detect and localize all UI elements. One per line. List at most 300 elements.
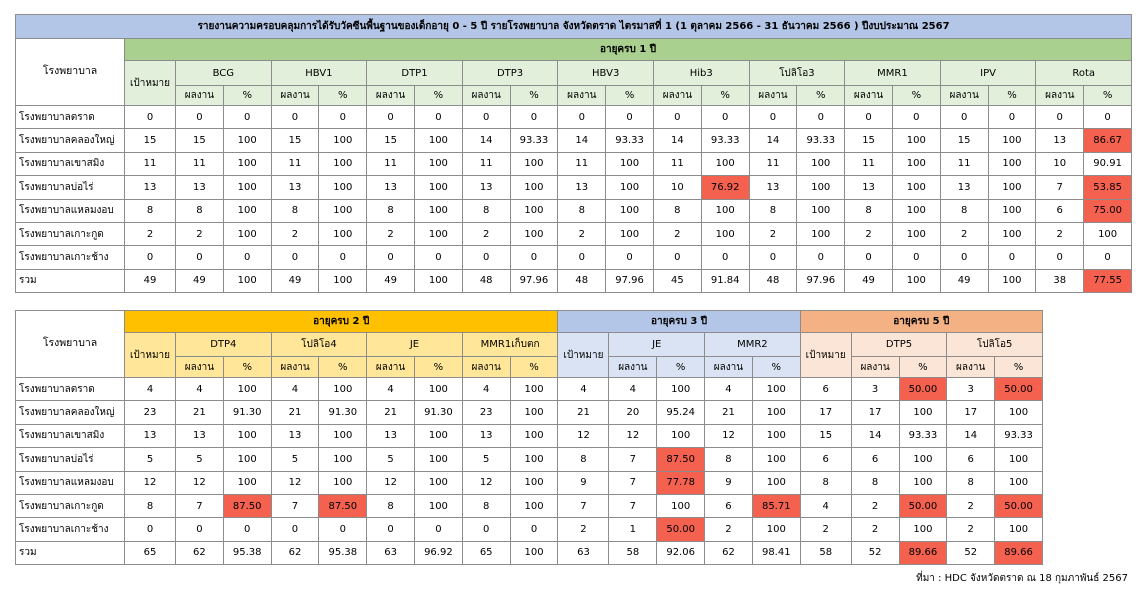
percent-value: 100 [223,269,271,292]
percent-value: 100 [899,471,947,494]
result-value: 49 [271,269,319,292]
percent-value: 100 [995,471,1043,494]
percent-value: 100 [995,401,1043,424]
result-value: 6 [947,448,995,471]
vaccine-header: MMR2 [705,333,801,357]
percent-value: 100 [657,378,705,401]
result-value: 12 [271,471,319,494]
percent-value: 100 [701,199,749,222]
result-value: 0 [749,246,797,269]
hospital-name: โรงพยาบาลแหลมงอบ [16,471,125,494]
result-value: 7 [609,494,657,517]
percent-value: 100 [899,518,947,541]
result-value: 4 [705,378,753,401]
result-value: 8 [749,199,797,222]
percent-value: 100 [223,378,271,401]
result-value: 2 [749,222,797,245]
result-value: 5 [176,448,224,471]
percent-value: 0 [223,518,271,541]
result-value: 15 [176,129,224,152]
result-value: 0 [653,246,701,269]
result-subheader: ผลงาน [176,86,224,106]
percent-value: 100 [752,424,800,447]
target-value: 12 [125,471,176,494]
percent-value: 0 [414,518,462,541]
percent-value: 100 [606,176,654,199]
result-value: 13 [176,176,224,199]
hospital-name: โรงพยาบาลบ่อไร่ [16,448,125,471]
percent-value: 100 [988,199,1036,222]
result-value: 15 [367,129,415,152]
percent-value: 0 [223,106,271,129]
percent-value: 98.41 [752,541,800,564]
result-value: 0 [940,106,988,129]
result-value: 4 [367,378,415,401]
percent-value: 100 [223,424,271,447]
percent-value: 100 [995,518,1043,541]
result-value: 0 [176,106,224,129]
percent-subheader: % [319,86,367,106]
percent-value: 100 [606,199,654,222]
result-subheader: ผลงาน [176,357,224,378]
result-value: 2 [940,222,988,245]
percent-value: 100 [319,269,367,292]
result-value: 0 [462,518,510,541]
target-value: 65 [125,541,176,564]
age-2-group-header: อายุครบ 2 ปี [125,311,558,333]
result-subheader: ผลงาน [367,357,415,378]
percent-value: 0 [988,246,1036,269]
percent-value: 0 [510,246,558,269]
percent-value: 100 [892,129,940,152]
percent-subheader: % [510,86,558,106]
percent-value: 76.92 [701,176,749,199]
result-value: 0 [749,106,797,129]
percent-value: 0 [701,246,749,269]
percent-value: 95.24 [657,401,705,424]
percent-value: 100 [510,152,558,175]
result-value: 11 [558,152,606,175]
percent-value: 100 [414,222,462,245]
percent-value: 50.00 [995,378,1043,401]
percent-value: 100 [988,152,1036,175]
percent-value: 0 [988,106,1036,129]
percent-value: 100 [892,222,940,245]
percent-value: 75.00 [1084,199,1132,222]
age-3-group-header: อายุครบ 3 ปี [558,311,800,333]
result-value: 2 [1036,222,1084,245]
percent-value: 100 [899,448,947,471]
result-value: 4 [462,378,510,401]
percent-value: 0 [319,106,367,129]
hospital-name: รวม [16,269,125,292]
percent-value: 91.30 [223,401,271,424]
percent-value: 100 [414,129,462,152]
result-value: 2 [947,518,995,541]
result-value: 8 [851,471,899,494]
hospital-name: โรงพยาบาลคลองใหญ่ [16,401,125,424]
percent-value: 100 [223,448,271,471]
result-value: 15 [271,129,319,152]
percent-subheader: % [414,357,462,378]
percent-value: 93.33 [510,129,558,152]
percent-value: 50.00 [657,518,705,541]
result-value: 14 [947,424,995,447]
target-value: 5 [125,448,176,471]
percent-value: 100 [892,199,940,222]
result-value: 10 [653,176,701,199]
target-value: 0 [125,246,176,269]
result-value: 2 [176,222,224,245]
result-value: 38 [1036,269,1084,292]
percent-value: 93.33 [899,424,947,447]
percent-value: 92.06 [657,541,705,564]
percent-value: 100 [701,152,749,175]
percent-value: 100 [319,222,367,245]
result-value: 2 [845,222,893,245]
result-value: 11 [845,152,893,175]
result-value: 12 [176,471,224,494]
result-value: 48 [749,269,797,292]
percent-value: 77.78 [657,471,705,494]
result-value: 0 [462,246,510,269]
percent-value: 100 [892,176,940,199]
percent-subheader: % [606,86,654,106]
percent-value: 0 [510,106,558,129]
percent-value: 100 [319,378,367,401]
result-value: 11 [367,152,415,175]
percent-value: 0 [223,246,271,269]
result-value: 8 [367,494,415,517]
percent-value: 0 [797,106,845,129]
result-value: 11 [271,152,319,175]
result-subheader: ผลงาน [851,357,899,378]
result-value: 49 [176,269,224,292]
target-value: 6 [800,448,851,471]
result-value: 52 [947,541,995,564]
percent-value: 100 [223,199,271,222]
result-value: 2 [367,222,415,245]
percent-value: 100 [414,176,462,199]
result-value: 1 [609,518,657,541]
result-value: 11 [176,152,224,175]
percent-subheader: % [701,86,749,106]
percent-value: 100 [414,424,462,447]
result-value: 5 [271,448,319,471]
result-value: 17 [947,401,995,424]
result-value: 7 [176,494,224,517]
result-value: 13 [176,424,224,447]
percent-value: 50.00 [995,494,1043,517]
result-value: 0 [653,106,701,129]
result-value: 13 [271,424,319,447]
result-value: 2 [851,518,899,541]
percent-value: 0 [414,246,462,269]
percent-value: 100 [797,222,845,245]
percent-value: 100 [752,448,800,471]
report-title: รายงานความครอบคลุมการได้รับวัคซีนพื้นฐานของเด็กอายุ 0 - 5 ปี รายโรงพยาบาล จังหวัดตราด ไตรมาสที่ 1 (1 ตุลาคม 2566 - 31 ธันวาคม 2566 ) ปีงบประมาณ 2567 [16,15,1132,39]
percent-value: 100 [1084,222,1132,245]
percent-value: 0 [797,246,845,269]
percent-value: 86.67 [1084,129,1132,152]
percent-value: 91.84 [701,269,749,292]
result-value: 2 [558,222,606,245]
vaccine-header: DTP1 [367,61,463,86]
result-value: 0 [367,518,415,541]
percent-value: 0 [319,518,367,541]
percent-subheader: % [510,357,558,378]
target-value: 21 [558,401,609,424]
result-value: 23 [462,401,510,424]
result-value: 2 [851,494,899,517]
vaccine-header: โปลิโอ3 [749,61,845,86]
result-value: 7 [609,448,657,471]
result-value: 4 [271,378,319,401]
result-value: 13 [271,176,319,199]
target-value: 8 [125,199,176,222]
target-value: 9 [558,471,609,494]
percent-value: 95.38 [319,541,367,564]
result-value: 2 [653,222,701,245]
result-value: 52 [851,541,899,564]
vaccine-header: MMR1เก็บตก [462,333,558,357]
result-value: 7 [271,494,319,517]
vaccine-header: DTP4 [176,333,272,357]
result-value: 2 [271,222,319,245]
vaccine-header: DTP3 [462,61,558,86]
result-value: 13 [462,424,510,447]
result-value: 13 [845,176,893,199]
percent-value: 100 [752,518,800,541]
percent-subheader: % [892,86,940,106]
percent-value: 100 [510,541,558,564]
hospital-name: โรงพยาบาลตราด [16,378,125,401]
percent-value: 0 [892,246,940,269]
hospital-name: โรงพยาบาลบ่อไร่ [16,176,125,199]
result-value: 8 [462,494,510,517]
target-value: 13 [125,176,176,199]
result-value: 5 [367,448,415,471]
percent-value: 90.91 [1084,152,1132,175]
result-value: 20 [609,401,657,424]
percent-value: 100 [414,152,462,175]
result-value: 17 [851,401,899,424]
result-value: 6 [851,448,899,471]
percent-value: 53.85 [1084,176,1132,199]
percent-value: 100 [223,222,271,245]
result-value: 14 [462,129,510,152]
percent-value: 100 [988,222,1036,245]
result-value: 10 [1036,152,1084,175]
percent-subheader: % [223,357,271,378]
vaccine-header: JE [609,333,705,357]
result-value: 12 [462,471,510,494]
hospital-column-header: โรงพยาบาล [16,311,125,378]
result-value: 21 [705,401,753,424]
percent-subheader: % [657,357,705,378]
percent-value: 100 [797,199,845,222]
percent-value: 100 [414,199,462,222]
result-value: 13 [367,176,415,199]
percent-subheader: % [414,86,462,106]
percent-value: 100 [657,494,705,517]
result-subheader: ผลงาน [609,357,657,378]
hospital-name: โรงพยาบาลเกาะกูด [16,222,125,245]
result-value: 8 [176,199,224,222]
result-value: 65 [462,541,510,564]
percent-value: 100 [319,448,367,471]
result-value: 12 [609,424,657,447]
percent-value: 100 [797,176,845,199]
percent-subheader: % [752,357,800,378]
result-subheader: ผลงาน [271,86,319,106]
percent-value: 100 [995,448,1043,471]
percent-value: 100 [319,471,367,494]
hospital-name: โรงพยาบาลตราด [16,106,125,129]
source-note: ที่มา : HDC จังหวัดตราด ณ 18 กุมภาพันธ์ 2567 [916,573,1128,584]
percent-value: 50.00 [899,378,947,401]
result-subheader: ผลงาน [271,357,319,378]
vaccine-header: BCG [176,61,272,86]
target-value: 63 [558,541,609,564]
percent-value: 77.55 [1084,269,1132,292]
target-value: 49 [125,269,176,292]
percent-value: 89.66 [899,541,947,564]
result-value: 0 [845,246,893,269]
result-value: 11 [940,152,988,175]
target-header: เป้าหมาย [800,333,851,378]
result-subheader: ผลงาน [947,357,995,378]
coverage-table-age1 [15,14,1132,293]
result-value: 0 [176,246,224,269]
result-value: 2 [705,518,753,541]
result-value: 0 [558,246,606,269]
target-value: 2 [800,518,851,541]
result-value: 4 [176,378,224,401]
percent-value: 0 [606,106,654,129]
target-value: 8 [125,494,176,517]
percent-value: 0 [606,246,654,269]
percent-value: 100 [414,269,462,292]
percent-value: 100 [319,176,367,199]
target-value: 13 [125,424,176,447]
hospital-name: โรงพยาบาลเขาสมิง [16,424,125,447]
percent-value: 0 [892,106,940,129]
vaccine-header: DTP5 [851,333,947,357]
target-value: 4 [800,494,851,517]
result-value: 14 [558,129,606,152]
result-value: 8 [462,199,510,222]
target-value: 23 [125,401,176,424]
vaccine-header: MMR1 [845,61,941,86]
result-value: 15 [940,129,988,152]
target-value: 15 [125,129,176,152]
result-value: 0 [367,246,415,269]
percent-value: 100 [319,152,367,175]
hospital-name: โรงพยาบาลเกาะช้าง [16,246,125,269]
percent-value: 100 [223,176,271,199]
target-header: เป้าหมาย [125,61,176,106]
percent-value: 100 [414,448,462,471]
result-subheader: ผลงาน [1036,86,1084,106]
percent-value: 100 [988,269,1036,292]
percent-value: 0 [414,106,462,129]
result-value: 11 [462,152,510,175]
result-value: 21 [176,401,224,424]
result-value: 0 [462,106,510,129]
result-subheader: ผลงาน [558,86,606,106]
result-value: 6 [705,494,753,517]
vaccine-header: HBV3 [558,61,654,86]
percent-value: 100 [752,401,800,424]
result-value: 48 [462,269,510,292]
percent-value: 100 [510,176,558,199]
percent-value: 100 [414,494,462,517]
vaccine-header: JE [367,333,463,357]
result-value: 2 [947,494,995,517]
percent-value: 93.33 [797,129,845,152]
percent-value: 100 [510,222,558,245]
percent-subheader: % [319,357,367,378]
result-value: 2 [462,222,510,245]
percent-value: 100 [319,199,367,222]
percent-value: 91.30 [319,401,367,424]
target-value: 15 [800,424,851,447]
target-value: 58 [800,541,851,564]
percent-value: 0 [1084,246,1132,269]
age-1-group-header: อายุครบ 1 ปี [125,39,1132,61]
vaccine-header: Hib3 [653,61,749,86]
result-value: 0 [271,106,319,129]
percent-subheader: % [1084,86,1132,106]
percent-value: 93.33 [701,129,749,152]
target-header: เป้าหมาย [125,333,176,378]
result-value: 8 [558,199,606,222]
result-subheader: ผลงาน [653,86,701,106]
target-value: 8 [558,448,609,471]
coverage-table-age2-3-5 [15,310,1043,565]
percent-value: 95.38 [223,541,271,564]
percent-value: 100 [797,152,845,175]
result-value: 0 [367,106,415,129]
percent-value: 100 [899,401,947,424]
target-value: 17 [800,401,851,424]
target-value: 0 [125,518,176,541]
result-value: 5 [462,448,510,471]
percent-value: 100 [223,152,271,175]
result-value: 13 [940,176,988,199]
percent-value: 0 [1084,106,1132,129]
percent-value: 97.96 [797,269,845,292]
percent-value: 50.00 [899,494,947,517]
percent-value: 96.92 [414,541,462,564]
percent-value: 85.71 [752,494,800,517]
percent-value: 100 [988,176,1036,199]
result-value: 0 [940,246,988,269]
result-subheader: ผลงาน [940,86,988,106]
target-header: เป้าหมาย [558,333,609,378]
target-value: 7 [558,494,609,517]
result-value: 11 [749,152,797,175]
percent-subheader: % [797,86,845,106]
hospital-name: โรงพยาบาลแหลมงอบ [16,199,125,222]
result-subheader: ผลงาน [462,86,510,106]
result-value: 0 [558,106,606,129]
result-value: 62 [705,541,753,564]
percent-value: 100 [510,424,558,447]
hospital-name: โรงพยาบาลเกาะกูด [16,494,125,517]
result-value: 9 [705,471,753,494]
